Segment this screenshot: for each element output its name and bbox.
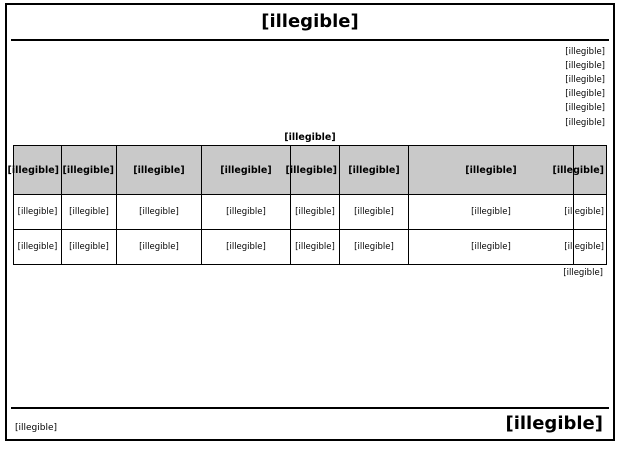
col-header-payment: [illegible]: [291, 146, 340, 195]
address-paragraph: [illegible]: [565, 118, 605, 128]
col-header-estimate: [illegible]: [202, 146, 291, 195]
cell-payment: [illegible]: [291, 230, 340, 265]
organization-name: [illegible]: [505, 413, 603, 434]
notice-page: [5, 3, 615, 441]
col-header-name: [illegible]: [409, 146, 574, 195]
intro-paragraph: [illegible]: [565, 47, 605, 57]
table-row: [14, 195, 607, 230]
col-header-notes: [illegible]: [14, 146, 62, 195]
notice-title: [illegible]: [261, 11, 359, 32]
col-header-duration: [illegible]: [62, 146, 117, 195]
col-header-guarantee: [illegible]: [117, 146, 202, 195]
footer-divider: [11, 407, 609, 409]
notice-body: [7, 41, 613, 130]
cell-type: [illegible]: [340, 195, 409, 230]
table-header-row: [14, 146, 607, 195]
cell-name: [illegible]: [409, 230, 574, 265]
date-line-1: [illegible]: [565, 61, 605, 71]
date-line-4: [illegible]: [565, 103, 605, 113]
cell-estimate: [illegible]: [202, 230, 291, 265]
col-header-index: [illegible]: [574, 146, 607, 195]
cell-notes: [illegible]: [14, 195, 62, 230]
cell-guarantee: [illegible]: [117, 195, 202, 230]
cell-index: [illegible]: [574, 230, 607, 265]
cell-guarantee: [illegible]: [117, 230, 202, 265]
cell-type: [illegible]: [340, 230, 409, 265]
section-title: [illegible]: [284, 132, 336, 143]
col-header-type: [illegible]: [340, 146, 409, 195]
date-line-2: [illegible]: [565, 75, 605, 85]
cell-index: [illegible]: [574, 195, 607, 230]
reference-number: [illegible]: [15, 423, 58, 433]
date-line-3: [illegible]: [565, 89, 605, 99]
publish-dates: [illegible]: [563, 268, 603, 278]
projects-table: [7, 145, 607, 265]
cell-name: [illegible]: [409, 195, 574, 230]
table-row: [14, 230, 607, 265]
cell-notes: [illegible]: [14, 230, 62, 265]
cell-duration: [illegible]: [62, 230, 117, 265]
cell-payment: [illegible]: [291, 195, 340, 230]
cell-duration: [illegible]: [62, 195, 117, 230]
cell-estimate: [illegible]: [202, 195, 291, 230]
